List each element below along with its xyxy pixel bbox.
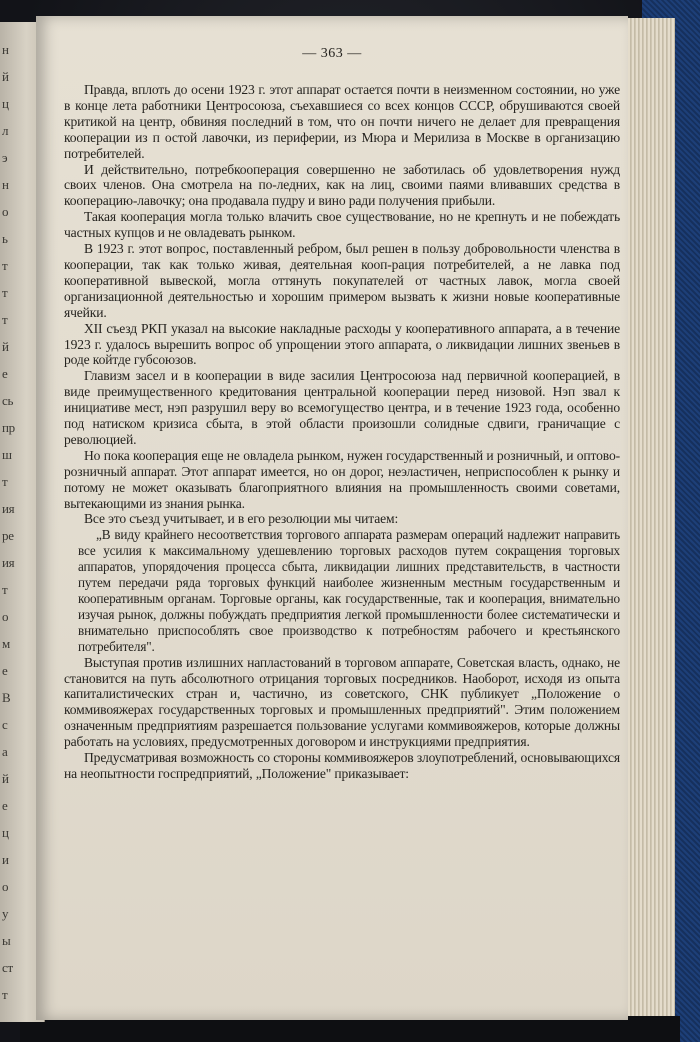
left-page-text-fragment: л xyxy=(2,123,9,138)
left-page-text-fragment: о xyxy=(2,879,9,894)
paragraph: Правда, вплоть до осени 1923 г. этот аппарат остается почти в неизменном состоянии, но уже в конце лета работники Центросоюза, съехавшиеся со всех концов СССР, обрушиваются своей критикой на центр, обвиняя последний в том, что он почти ничего не делает для превращения кооперации из п остой лавочки, из периферии, из Мюра и Мерилиза в Москве в организацию потребителей. xyxy=(64,82,620,161)
left-page-text-fragment: ы xyxy=(2,933,11,948)
page-stack-edge xyxy=(626,18,675,1028)
left-page-text-fragment: т xyxy=(2,474,8,489)
left-page-text-fragment: т xyxy=(2,987,8,1002)
paragraph: В 1923 г. этот вопрос, поставленный ребром, был решен в пользу добровольности членства в кооперации, так как только живая, деятельная кооп-рация потребителей, а не лавка под кооперативной вывеской, могла оттянуть покупателей от частных лавок, могла своей организационной деятельностью и хорошим примером вызвать к жизни новые кооперативные ячейки. xyxy=(64,241,620,320)
paragraph: И действительно, потребкооперация совершенно не заботилась об удовлетворения нужд своих членов. Она смотрела на по-ледних, как на лиц, своими паями вливавших средства в кооперацию-лавочку; она продавала пудру и вино ради получения прибыли. xyxy=(64,161,620,209)
left-page-text-fragment: ст xyxy=(2,960,13,975)
left-page-text-fragment: н xyxy=(2,42,9,57)
left-page-text-fragment: т xyxy=(2,312,8,327)
left-page-text-fragment: В xyxy=(2,690,11,705)
left-page-text-fragment: т xyxy=(2,582,8,597)
left-page-text-fragment: ц xyxy=(2,825,9,840)
page-body xyxy=(64,82,620,782)
resolution-quote: „В виду крайнего несоответствия торгового аппарата размерам операций надлежит направить все усилия к максимальному удешевлению торговых расходов путем сокращения торговых аппаратов, упорядочения процесса сбыта, ликвидации лишних представительств, в частности путем передачи ряда торговых функций наиболее жизненным местным государственным и кооперативным органам. Торговые органы, как государственные, так и кооперация, внимательно изучая рынок, должны побуждать предприятия легкой промышленности более систематически и внимательно приспособлять свое производство к потребностям рабочего и крестьянского потребителя". xyxy=(78,527,620,654)
paragraph: Предусматривая возможность со стороны коммивояжеров злоупотреблений, основывающихся на неопытности госпредприятий, „Положение" приказывает: xyxy=(64,750,620,781)
left-page-text-fragment: ре xyxy=(2,528,14,543)
left-page-text-fragment: ия xyxy=(2,501,15,516)
left-page-text-fragment: т xyxy=(2,285,8,300)
paragraph: Главизм засел и в кооперации в виде засилия Центросоюза над первичной кооперацией, в виде преимущественного кредитования центральной кооперации перед низовой. Нэп звал к инициативе мест, нэп разрушил веру во всемогущество центра, и в течение 1923 года, особенно под натиском кризиса сбыта, в этой области произошли солидные сдвиги, граничащие с революцией. xyxy=(64,368,620,447)
left-page-text-fragment: е xyxy=(2,663,8,678)
book-page xyxy=(36,16,628,1020)
paragraph: Но пока кооперация еще не овладела рынком, нужен государственный и розничный, и оптово-розничный аппарат. Этот аппарат имеется, но он дорог, неэластичен, неприспособлен к рынку и потому не может оказывать благоприятного влияния на промышленность своими советами, вытекающими из знания рынка. xyxy=(64,447,620,511)
left-page-text-fragment: а xyxy=(2,744,8,759)
left-page-text-fragment: ия xyxy=(2,555,15,570)
left-page-text-fragment: с xyxy=(2,717,8,732)
left-page-text-fragment: й xyxy=(2,69,9,84)
left-page-text-fragment: у xyxy=(2,906,9,921)
left-page-text-fragment: о xyxy=(2,204,9,219)
left-page-text-fragment: н xyxy=(2,177,9,192)
paragraph: Выступая против излишних напластований в торговом аппарате, Советская власть, однако, не становится на путь абсолютного отрицания торговых посредников. Наоборот, исходя из опыта капиталистических стран и, частично, из советского, СНК публикует „Положение о коммивояжерах государственных торговых и промышленных предприятий". Этим положением означенным предприятиям разрешается пользование услугами коммивояжеров, которые должны работать на условиях, предусмотренных договором и инструкциями предприятия. xyxy=(64,654,620,750)
left-page-text-fragment: е xyxy=(2,366,8,381)
left-page-text-fragment: ш xyxy=(2,447,12,462)
page-number: — 363 — xyxy=(302,46,362,61)
left-page-text-fragment: т xyxy=(2,258,8,273)
left-page-text-fragment: пр xyxy=(2,420,15,435)
left-page-text-fragment: й xyxy=(2,339,9,354)
left-page-text-fragment: сь xyxy=(2,393,14,408)
left-page-text-fragment: й xyxy=(2,771,9,786)
left-page-text-fragment: ь xyxy=(2,231,8,246)
left-page-text-fragment: м xyxy=(2,636,10,651)
paragraph: XII съезд РКП указал на высокие накладные расходы у кооперативного аппарата, а в течение 1923 г. удалось вырешить вопрос об упрощении этого аппарата, о ликвидации лишних звеньев в роде койтде губсоюзов. xyxy=(64,320,620,368)
left-page-text-fragment: о xyxy=(2,609,9,624)
paragraph: Такая кооперация могла только влачить свое существование, но не крепнуть и не побеждать частных купцов и не овладевать рынком. xyxy=(64,209,620,241)
left-page-text-fragment: е xyxy=(2,798,8,813)
paragraph: Все это съезд учитывает, и в его резолюции мы читаем: xyxy=(84,511,399,527)
left-page-text-fragment: ц xyxy=(2,96,9,111)
left-page-text-fragment: э xyxy=(2,150,8,165)
left-page-text-fragment: и xyxy=(2,852,9,867)
